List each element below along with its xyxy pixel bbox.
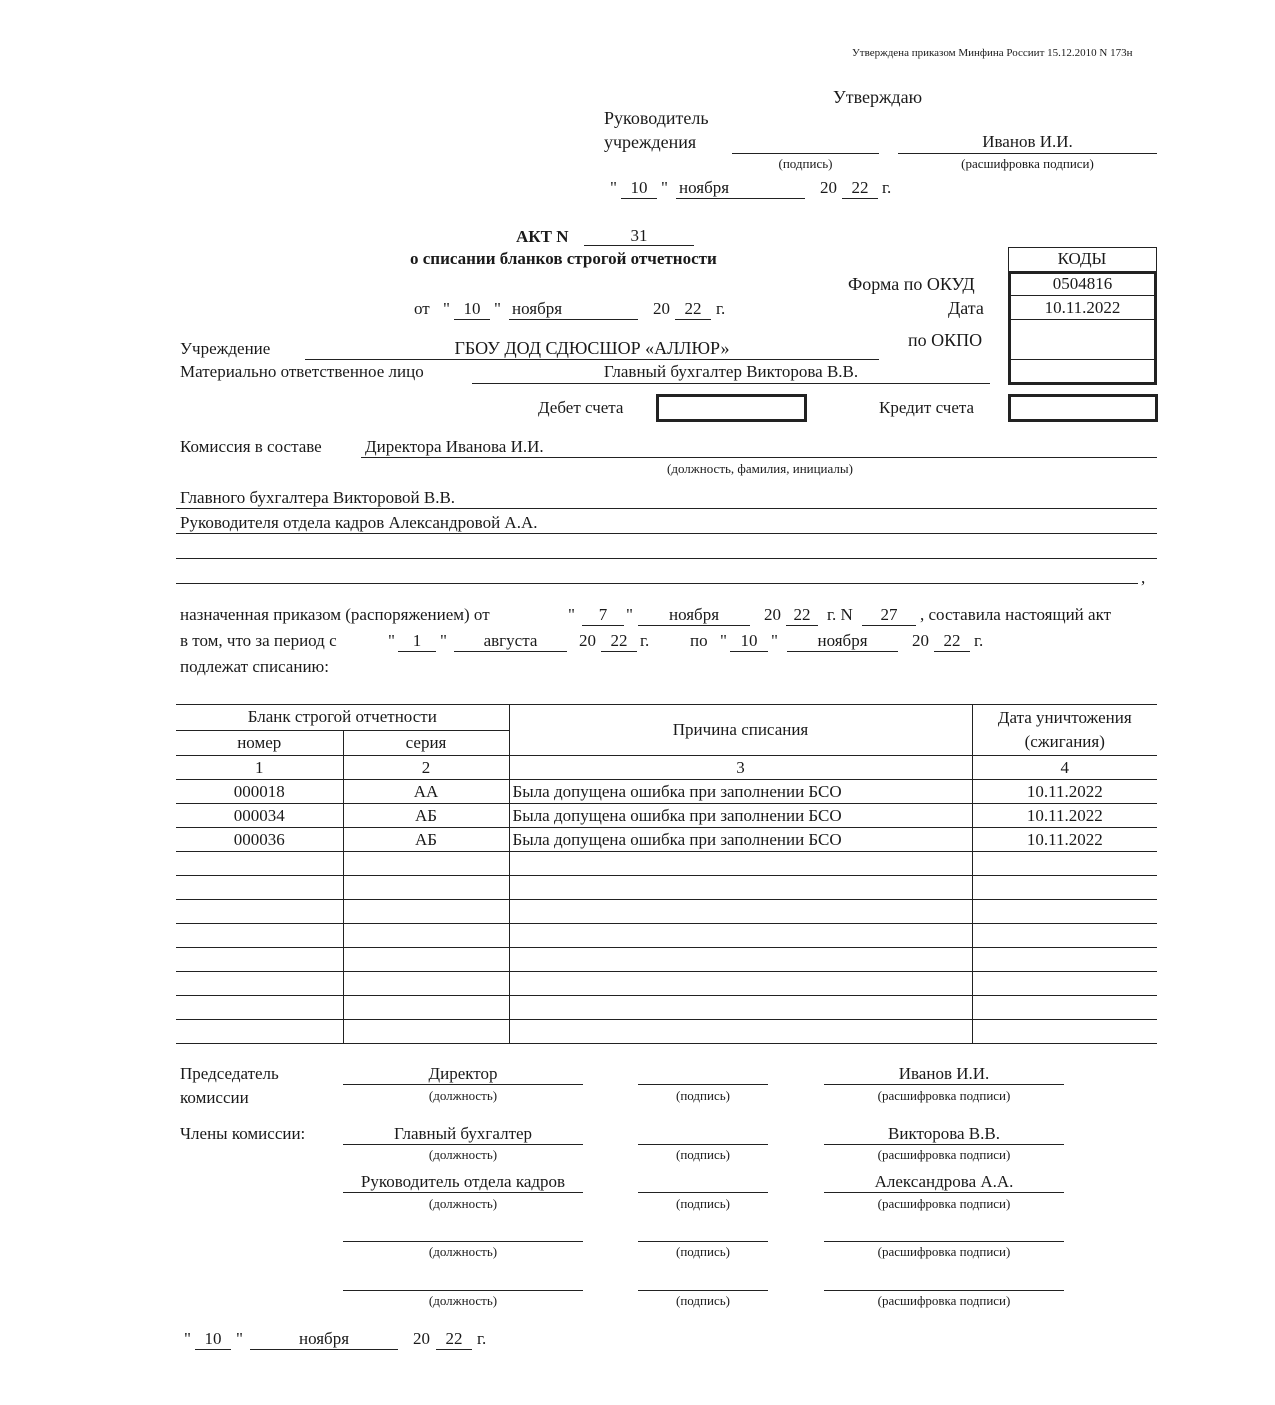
period-from-year: 22 [610,631,628,650]
cell-number [176,996,343,1020]
member-decode-caption: (расшифровка подписи) [877,1244,1011,1259]
th-series: серия [343,730,509,756]
signature-caption: (подпись) [778,156,833,171]
act-month: ноября [512,299,563,318]
cell-number [176,924,343,948]
cell-series: АБ [343,828,509,852]
period-quote-close: " [440,631,447,650]
order-quote-close: " [626,605,633,624]
table-row [176,876,1157,900]
cell-series [343,972,509,996]
member-position-caption: (должность) [428,1244,498,1259]
cell-number [176,876,343,900]
cell-reason [509,900,972,924]
th-date-line2: (сжигания) [1024,732,1105,751]
cell-reason [509,852,972,876]
cell-reason: Была допущена ошибка при заполнении БСО [509,780,972,804]
commission-line-1: Директора Иванова И.И. [365,437,544,456]
cell-date: 10.11.2022 [972,828,1157,852]
act-number-line [584,245,694,246]
member-decode-caption: (расшифровка подписи) [877,1293,1011,1308]
member-position: Главный бухгалтер [393,1124,533,1143]
responsible-value: Главный бухгалтер Викторова В.В. [603,362,859,381]
commission-caption: (должность, фамилия, инициалы) [667,461,853,476]
period-to-label: по [690,631,708,650]
credit-label: Кредит счета [879,398,975,417]
act-day-line [454,319,490,320]
colnum-2: 2 [343,756,509,780]
debit-field [656,394,807,422]
chair-position-caption: (должность) [428,1088,498,1103]
table-row [176,900,1157,924]
institution-value: ГБОУ ДОД СДЮСШОР «АЛЛЮР» [454,338,730,358]
th-number: номер [176,730,343,756]
table-row [176,1020,1157,1044]
table-colnum-row [176,756,1157,780]
bso-table [176,704,1157,1044]
chair-label-line1: Председатель [180,1064,279,1083]
chair-position: Директор [428,1064,498,1083]
cell-reason [509,1020,972,1044]
chair-name-line [824,1084,1064,1085]
table-row [176,852,1157,876]
cell-number [176,852,343,876]
table-row [176,828,1157,852]
member-position-caption: (должность) [428,1196,498,1211]
date-value: 10.11.2022 [1044,298,1121,317]
approve-day-line [621,198,657,199]
institution-label: Учреждение [180,339,271,358]
chair-name: Иванов И.И. [898,1064,990,1083]
cell-reason [509,972,972,996]
debit-label: Дебет счета [538,398,624,417]
cell-date [972,1020,1157,1044]
approve-year-line [842,198,878,199]
period-to-quote-close: " [771,631,778,650]
commission-line-1-rule [361,457,1157,458]
cell-date: 10.11.2022 [972,804,1157,828]
table-row [176,780,1157,804]
cell-number [176,1020,343,1044]
okpo-label: по ОКПО [908,330,983,350]
order-year-line [786,625,818,626]
cell-date [972,876,1157,900]
footer-year-line [436,1349,472,1350]
period-to-day-line [730,651,768,652]
cell-number [176,900,343,924]
commission-comma: , [1141,568,1146,587]
cell-number: 000036 [176,828,343,852]
cell-date [972,948,1157,972]
member-name: Александрова А.А. [874,1172,1014,1191]
period-to-g: г. [974,631,984,650]
decode-caption: (расшифровка подписи) [961,156,1094,171]
period-to-year-line [934,651,970,652]
cell-date [972,996,1157,1020]
cell-reason [509,948,972,972]
cell-series [343,900,509,924]
table-row [176,972,1157,996]
period-to-year-prefix: 20 [912,631,929,650]
responsible-label: Материально ответственное лицо [180,362,424,381]
member-name-line [824,1144,1064,1145]
date-label: Дата [948,298,984,318]
codes-header: КОДЫ [1057,249,1107,268]
responsible-line [472,383,990,384]
cell-reason: Была допущена ошибка при заполнении БСО [509,804,972,828]
chair-sign-caption: (подпись) [676,1088,730,1103]
footer-month: ноября [298,1329,350,1348]
period-from-year-prefix: 20 [579,631,596,650]
quote-open: " [610,178,617,197]
act-quote-open: " [443,299,450,318]
institution-line [305,359,879,360]
order-number: 27 [880,605,898,624]
chair-sign-line [638,1084,768,1085]
act-day: 10 [463,299,481,318]
writeoff-text: подлежат списанию: [180,657,329,676]
member-name-line [824,1241,1064,1242]
cell-reason: Была допущена ошибка при заполнении БСО [509,828,972,852]
act-year-prefix: 20 [653,299,670,318]
period-label: в том, что за период с [180,631,337,650]
act-year-line [675,319,711,320]
okud-label: Форма по ОКУД [848,274,975,294]
codes-divider-3 [1010,359,1155,360]
th-date-line1: Дата уничтожения [997,708,1132,727]
member-name-line [824,1290,1064,1291]
cell-date [972,900,1157,924]
member-sign-line [638,1241,768,1242]
footer-day-line [195,1349,231,1350]
period-to-month-line [787,651,898,652]
member-sign-line [638,1290,768,1291]
codes-divider-1 [1010,295,1155,296]
period-from-day-line [398,651,436,652]
member-position: Руководитель отдела кадров [360,1172,566,1191]
approval-note: Утверждена приказом Минфина Россиит 15.12.2010 N 173н [852,47,1133,59]
cell-number: 000018 [176,780,343,804]
cell-series [343,876,509,900]
footer-year: 22 [445,1329,463,1348]
head-label-line1: Руководитель [604,108,709,128]
period-from-g: г. [640,631,650,650]
colnum-3: 3 [509,756,972,780]
cell-series: АБ [343,804,509,828]
commission-line-3-rule [176,533,1157,534]
member-sign-caption: (подпись) [676,1293,730,1308]
act-subtitle: о списании бланков строгой отчетности [410,249,717,268]
commission-line-2-rule [176,508,1157,509]
cell-reason [509,996,972,1020]
member-name: Викторова В.В. [888,1124,1000,1143]
cell-date: 10.11.2022 [972,780,1157,804]
chair-position-line [343,1084,583,1085]
act-title-label: АКТ N [516,227,569,246]
approve-year-suffix: г. [882,178,892,197]
cell-series [343,1020,509,1044]
cell-series [343,996,509,1020]
commission-line-5-rule [176,583,1138,584]
cell-reason [509,876,972,900]
cell-number: 000034 [176,804,343,828]
order-number-line [862,625,916,626]
cell-number [176,948,343,972]
table-header-row-1 [176,705,1157,731]
member-decode-caption: (расшифровка подписи) [877,1196,1011,1211]
approve-month-line [676,198,805,199]
act-month-line [509,319,638,320]
order-quote-open: " [568,605,575,624]
footer-day: 10 [204,1329,222,1348]
head-label-line2: учреждения [604,132,697,152]
head-name-line [898,153,1157,154]
member-position-line [343,1290,583,1291]
period-from-month-line [454,651,567,652]
th-blank: Бланк строгой отчетности [176,705,509,731]
member-name-line [824,1192,1064,1193]
codes-divider-2 [1010,319,1155,320]
member-sign-caption: (подпись) [676,1196,730,1211]
cell-reason [509,924,972,948]
table-row [176,996,1157,1020]
member-sign-line [638,1192,768,1193]
commission-line-3: Руководителя отдела кадров Александровой А.А. [180,513,538,532]
member-position-caption: (должность) [428,1147,498,1162]
cell-series: АА [343,780,509,804]
credit-field [1008,394,1158,422]
approve-year-prefix: 20 [820,178,837,197]
chair-label-line2: комиссии [180,1088,249,1107]
footer-month-line [250,1349,398,1350]
member-sign-line [638,1144,768,1145]
member-position-line [343,1192,583,1193]
order-text: назначенная приказом (распоряжением) от [180,605,490,624]
approve-month: ноября [679,178,730,197]
member-sign-caption: (подпись) [676,1244,730,1259]
cell-series [343,852,509,876]
colnum-4: 4 [972,756,1157,780]
colnum-1: 1 [176,756,343,780]
cell-date [972,924,1157,948]
order-n-label: г. N [827,605,853,624]
cell-date [972,852,1157,876]
period-to-quote-open: " [720,631,727,650]
member-decode-caption: (расшифровка подписи) [877,1147,1011,1162]
approve-word: Утверждаю [833,87,923,107]
member-position-line [343,1241,583,1242]
member-sign-caption: (подпись) [676,1147,730,1162]
act-from-label: от [414,299,430,318]
approve-day: 10 [630,178,648,197]
act-quote-close: " [494,299,501,318]
order-month-line [638,625,750,626]
act-number: 31 [630,226,648,245]
period-to-month: ноября [817,631,868,650]
commission-label: Комиссия в составе [180,437,322,456]
cell-date [972,972,1157,996]
member-position-line [343,1144,583,1145]
approve-year: 22 [851,178,869,197]
head-signature-line [732,153,879,154]
commission-line-2: Главного бухгалтера Викторовой В.В. [180,488,456,507]
table-row [176,948,1157,972]
cell-series [343,948,509,972]
commission-line-4-rule [176,558,1157,559]
order-year: 22 [793,605,811,624]
quote-close: " [661,178,668,197]
period-from-year-line [601,651,637,652]
order-day: 7 [598,605,608,624]
table-row [176,924,1157,948]
head-name: Иванов И.И. [982,132,1073,151]
cell-series [343,924,509,948]
order-tail: , составила настоящий акт [920,605,1112,624]
period-to-year: 22 [943,631,961,650]
footer-g: г. [477,1329,487,1348]
order-year-prefix: 20 [764,605,781,624]
th-date [972,705,1157,756]
footer-quote-open: " [184,1329,191,1348]
period-quote-open: " [388,631,395,650]
chair-decode-caption: (расшифровка подписи) [877,1088,1011,1103]
act-year: 22 [684,299,702,318]
members-label: Члены комиссии: [180,1124,306,1143]
footer-year-prefix: 20 [413,1329,430,1348]
th-reason: Причина списания [509,705,972,756]
act-year-suffix: г. [716,299,726,318]
table-row [176,804,1157,828]
period-from-month: августа [483,631,538,650]
cell-number [176,972,343,996]
order-day-line [582,625,624,626]
footer-quote-close: " [236,1329,243,1348]
codes-header-cell [1008,247,1157,272]
period-to-day: 10 [740,631,758,650]
okud-value: 0504816 [1052,274,1113,293]
period-from-day: 1 [412,631,422,650]
member-position-caption: (должность) [428,1293,498,1308]
order-month: ноября [668,605,720,624]
